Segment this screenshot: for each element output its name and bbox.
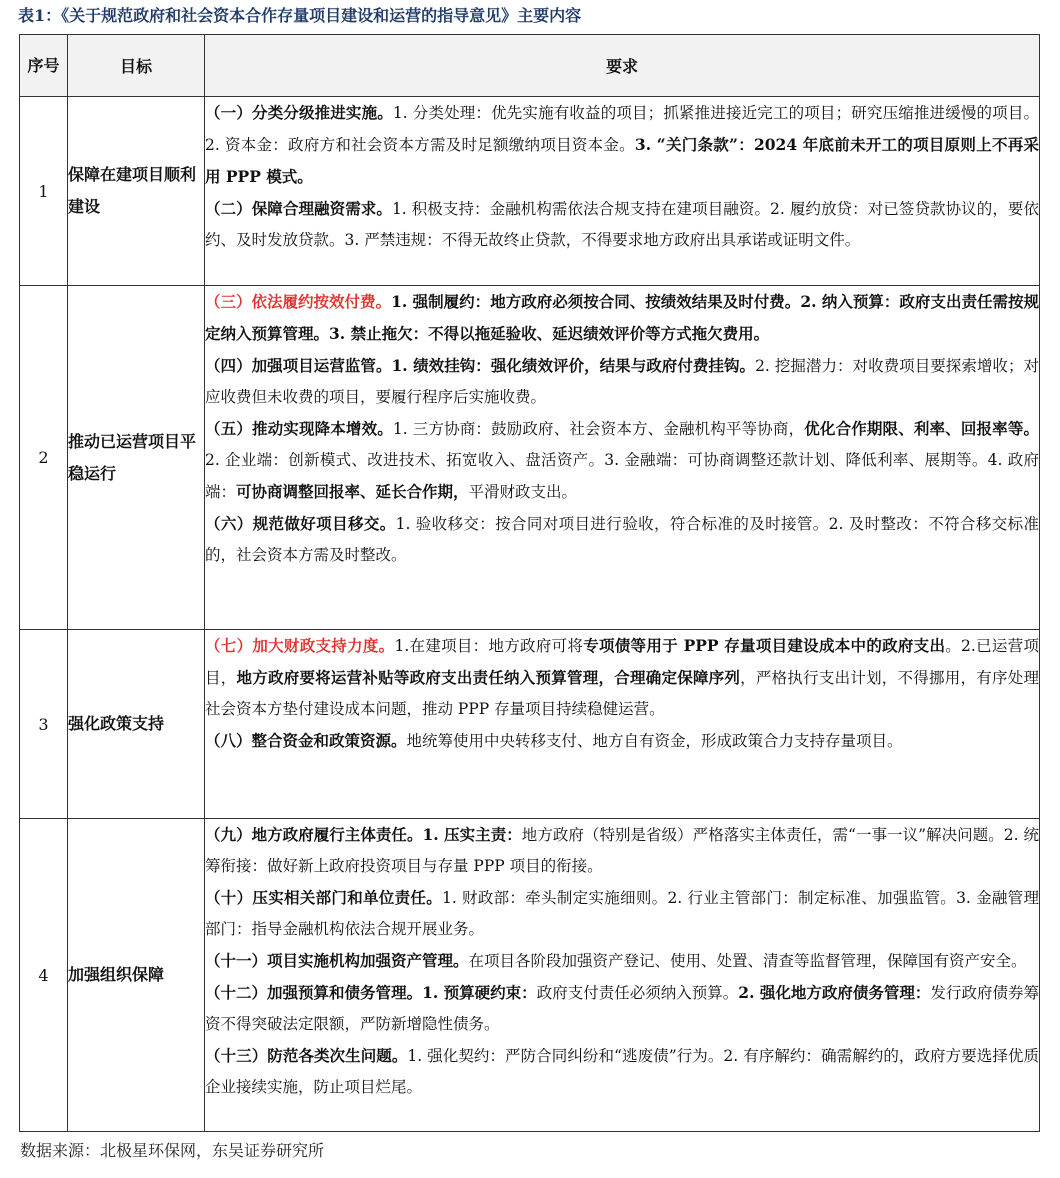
- table-caption: 表1：《关于规范政府和社会资本合作存量项目建设和运营的指导意见》主要内容: [18, 6, 582, 25]
- content-table: [19, 34, 1040, 1132]
- header-goal: 目标: [68, 35, 205, 97]
- data-source-note: 数据来源：北极星环保网，东吴证券研究所: [20, 1141, 325, 1160]
- requirement-paragraph: （六）规范做好项目移交。1. 验收移交：按合同对项目进行验收，符合标准的及时接管。2. 及时整改：不符合移交标准的，社会资本方需及时整改。: [205, 514, 1039, 564]
- header-num: 序号: [20, 35, 68, 97]
- header-req: 要求: [205, 35, 1040, 97]
- requirement-paragraph: （八）整合资金和政策资源。地统筹使用中央转移支付、地方自有资金，形成政策合力支持存量项目。: [205, 731, 903, 750]
- row-goal: 加强组织保障: [68, 819, 205, 1132]
- row-number: 3: [20, 630, 68, 819]
- requirement-paragraph: （十）压实相关部门和单位责任。1. 财政部：牵头制定实施细则。2. 行业主管部门：制定标准、加强监管。3. 金融管理部门：指导金融机构依法合规开展业务。: [205, 888, 1039, 938]
- row-goal: 保障在建项目顺利建设: [68, 97, 205, 286]
- row-requirements: [205, 97, 1040, 286]
- requirement-paragraph: （四）加强项目运营监管。1. 绩效挂钩：强化绩效评价，结果与政府付费挂钩。2. 挖掘潜力：对收费项目要探索增收；对应收费但未收费的项目，要履行程序后实施收费。: [205, 356, 1039, 406]
- requirement-paragraph: （九）地方政府履行主体责任。1. 压实主责：地方政府（特别是省级）严格落实主体责任，需“一事一议”解决问题。2. 统筹衔接：做好新上政府投资项目与存量 PPP 项目的衔接。: [205, 825, 1039, 875]
- row-number: 4: [20, 819, 68, 1132]
- table-row: [20, 819, 1040, 1132]
- requirement-paragraph: （七）加大财政支持力度。1.在建项目：地方政府可将专项债等用于 PPP 存量项目建设成本中的政府支出。2.已运营项目，地方政府要将运营补贴等政府支出责任纳入预算管理，合理确定保障序列，严格执行支出计划，不得挪用，有序处理社会资本方垫付建设成本问题，推动 PPP 存量项目持续稳健运营。: [205, 636, 1039, 718]
- requirement-paragraph: （二）保障合理融资需求。1. 积极支持：金融机构需依法合规支持在建项目融资。2. 履约放贷：对已签贷款协议的，要依约、及时发放贷款。3. 严禁违规：不得无故终止贷款，不得要求地方政府出具承诺或证明文件。: [205, 199, 1039, 249]
- table-row: [20, 630, 1040, 819]
- row-goal: 强化政策支持: [68, 630, 205, 819]
- requirement-paragraph: （十二）加强预算和债务管理。1. 预算硬约束：政府支付责任必须纳入预算。2. 强化地方政府债务管理：发行政府债券筹资不得突破法定限额，严防新增隐性债务。: [205, 983, 1039, 1033]
- requirement-paragraph: （十三）防范各类次生问题。1. 强化契约：严防合同纠纷和“逃废债”行为。2. 有序解约：确需解约的，政府方要选择优质企业接续实施，防止项目烂尾。: [205, 1046, 1039, 1096]
- row-requirements: [205, 286, 1040, 630]
- row-number: 2: [20, 286, 68, 630]
- row-number: 1: [20, 97, 68, 286]
- row-requirements: [205, 819, 1040, 1132]
- row-goal: 推动已运营项目平稳运行: [68, 286, 205, 630]
- table-header-row: [20, 35, 1040, 97]
- row-requirements: [205, 630, 1040, 819]
- requirement-paragraph: （十一）项目实施机构加强资产管理。在项目各阶段加强资产登记、使用、处置、清查等监督管理，保障国有资产安全。: [205, 951, 1027, 970]
- table-row: [20, 286, 1040, 630]
- requirement-paragraph: （三）依法履约按效付费。1. 强制履约：地方政府必须按合同、按绩效结果及时付费。2. 纳入预算：政府支出责任需按规定纳入预算管理。3. 禁止拖欠：不得以拖延验收、延迟绩效评价等方式拖欠费用。: [205, 292, 1039, 343]
- requirement-paragraph: （一）分类分级推进实施。1. 分类处理：优先实施有收益的项目；抓紧推进接近完工的项目；研究压缩推进缓慢的项目。2. 资本金：政府方和社会资本方需及时足额缴纳项目资本金。3. “关门条款”：2024 年底前未开工的项目原则上不再采用 PPP 模式。: [205, 103, 1039, 186]
- requirement-paragraph: （五）推动实现降本增效。1. 三方协商：鼓励政府、社会资本方、金融机构平等协商，优化合作期限、利率、回报率等。2. 企业端：创新模式、改进技术、拓宽收入、盘活资产。3. 金融端：可协商调整还款计划、降低利率、展期等。4. 政府端：可协商调整回报率、延长合作期，平滑财政支出。: [205, 419, 1039, 501]
- table-row: [20, 97, 1040, 286]
